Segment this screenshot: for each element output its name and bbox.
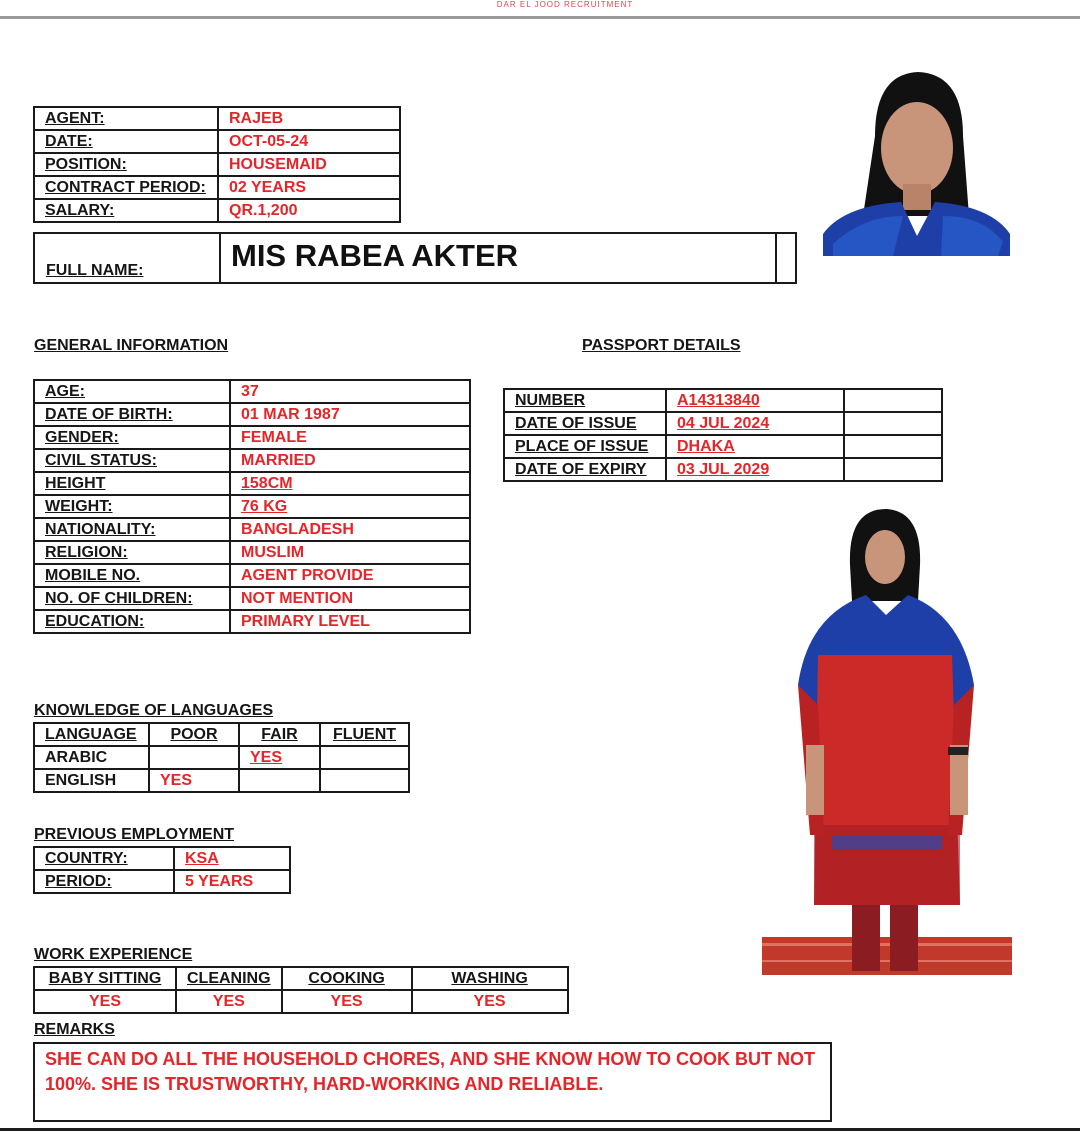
position-label: POSITION: [34, 153, 218, 176]
mobile-label: MOBILE NO. [34, 564, 230, 587]
age-label: AGE: [34, 380, 230, 403]
cooking-value: YES [282, 990, 412, 1013]
table-row [34, 107, 400, 130]
table-row [34, 518, 470, 541]
general-info-table [33, 379, 471, 634]
table-row [34, 564, 470, 587]
period-label: PERIOD: [34, 870, 174, 893]
agent-label: AGENT: [34, 107, 218, 130]
issue-date-label: DATE OF ISSUE [504, 412, 666, 435]
table-row [34, 472, 470, 495]
issue-date-value: 04 JUL 2024 [666, 412, 844, 435]
nationality-label: NATIONALITY: [34, 518, 230, 541]
arabic-language: ARABIC [34, 746, 149, 769]
passport-table [503, 388, 943, 482]
salary-label: SALARY: [34, 199, 218, 222]
table-row [504, 435, 942, 458]
english-poor: YES [149, 769, 239, 792]
education-label: EDUCATION: [34, 610, 230, 633]
full-name-label: FULL NAME: [46, 262, 144, 279]
fair-header: FAIR [239, 723, 320, 746]
english-fluent [320, 769, 409, 792]
cleaning-value: YES [176, 990, 282, 1013]
civil-status-label: CIVIL STATUS: [34, 449, 230, 472]
general-info-heading: GENERAL INFORMATION [34, 337, 229, 354]
religion-value: MUSLIM [230, 541, 470, 564]
footer-rule [0, 1128, 1080, 1131]
table-row [34, 199, 400, 222]
table-row [34, 870, 290, 893]
table-row [34, 746, 409, 769]
passport-number-value: A14313840 [666, 389, 844, 412]
table-row [34, 495, 470, 518]
expiry-date-label: DATE OF EXPIRY [504, 458, 666, 481]
contract-period-value: 02 YEARS [218, 176, 400, 199]
table-row [504, 389, 942, 412]
previous-employment-heading: PREVIOUS EMPLOYMENT [34, 826, 235, 843]
portrait-photo [823, 66, 1010, 256]
country-value: KSA [174, 847, 290, 870]
passport-heading: PASSPORT DETAILS [582, 337, 741, 354]
mobile-value: AGENT PROVIDE [230, 564, 470, 587]
empty-cell [844, 412, 942, 435]
date-label: DATE: [34, 130, 218, 153]
position-value: HOUSEMAID [218, 153, 400, 176]
work-experience-heading: WORK EXPERIENCE [34, 946, 193, 963]
arabic-fluent [320, 746, 409, 769]
work-experience-table [33, 966, 569, 1014]
dob-value: 01 MAR 1987 [230, 403, 470, 426]
empty-cell [844, 458, 942, 481]
full-name-value: MIS RABEA AKTER [231, 238, 519, 273]
height-value: 158CM [230, 472, 470, 495]
children-label: NO. OF CHILDREN: [34, 587, 230, 610]
table-row [34, 403, 470, 426]
full-body-photo [762, 505, 1012, 975]
table-row [34, 990, 568, 1013]
fluent-header: FLUENT [320, 723, 409, 746]
remarks-text: SHE CAN DO ALL THE HOUSEHOLD CHORES, AND SHE KNOW HOW TO COOK BUT NOT 100%. SHE IS TRUSTWORTHY, HARD-WORKING AND RELIABLE. [33, 1042, 832, 1122]
weight-label: WEIGHT: [34, 495, 230, 518]
weight-value: 76 KG [230, 495, 470, 518]
expiry-date-value: 03 JUL 2029 [666, 458, 844, 481]
table-row [504, 412, 942, 435]
table-row [34, 130, 400, 153]
period-value: 5 YEARS [174, 870, 290, 893]
religion-label: RELIGION: [34, 541, 230, 564]
height-label: HEIGHT [34, 472, 230, 495]
company-logo-text: DAR EL JOOD RECRUITMENT [496, 0, 634, 9]
header-rule [0, 16, 1080, 19]
divider [775, 234, 777, 282]
poor-header: POOR [149, 723, 239, 746]
issue-place-value: DHAKA [666, 435, 844, 458]
country-label: COUNTRY: [34, 847, 174, 870]
cooking-header: COOKING [282, 967, 412, 990]
table-row [34, 967, 568, 990]
agent-info-table [33, 106, 401, 223]
language-header: LANGUAGE [34, 723, 149, 746]
table-row [34, 587, 470, 610]
washing-header: WASHING [412, 967, 568, 990]
nationality-value: BANGLADESH [230, 518, 470, 541]
table-row [34, 610, 470, 633]
table-row [34, 769, 409, 792]
table-row [34, 847, 290, 870]
english-language: ENGLISH [34, 769, 149, 792]
divider [219, 234, 221, 282]
previous-employment-table [33, 846, 291, 894]
civil-status-value: MARRIED [230, 449, 470, 472]
languages-heading: KNOWLEDGE OF LANGUAGES [34, 702, 274, 719]
dob-label: DATE OF BIRTH: [34, 403, 230, 426]
table-row [34, 449, 470, 472]
table-row [504, 458, 942, 481]
date-value: OCT-05-24 [218, 130, 400, 153]
remarks-heading: REMARKS [34, 1021, 115, 1038]
salary-value: QR.1,200 [218, 199, 400, 222]
empty-cell [844, 389, 942, 412]
baby-sitting-header: BABY SITTING [34, 967, 176, 990]
children-value: NOT MENTION [230, 587, 470, 610]
cleaning-header: CLEANING [176, 967, 282, 990]
age-value: 37 [230, 380, 470, 403]
passport-number-label: NUMBER [504, 389, 666, 412]
table-row [34, 541, 470, 564]
gender-value: FEMALE [230, 426, 470, 449]
gender-label: GENDER: [34, 426, 230, 449]
table-row [34, 153, 400, 176]
baby-sitting-value: YES [34, 990, 176, 1013]
washing-value: YES [412, 990, 568, 1013]
arabic-poor [149, 746, 239, 769]
table-row [34, 380, 470, 403]
table-row [34, 426, 470, 449]
education-value: PRIMARY LEVEL [230, 610, 470, 633]
arabic-fair: YES [239, 746, 320, 769]
english-fair [239, 769, 320, 792]
table-row [34, 176, 400, 199]
empty-cell [844, 435, 942, 458]
issue-place-label: PLACE OF ISSUE [504, 435, 666, 458]
agent-value: RAJEB [218, 107, 400, 130]
full-name-box [33, 232, 797, 284]
languages-table [33, 722, 410, 793]
table-row [34, 723, 409, 746]
contract-period-label: CONTRACT PERIOD: [34, 176, 218, 199]
